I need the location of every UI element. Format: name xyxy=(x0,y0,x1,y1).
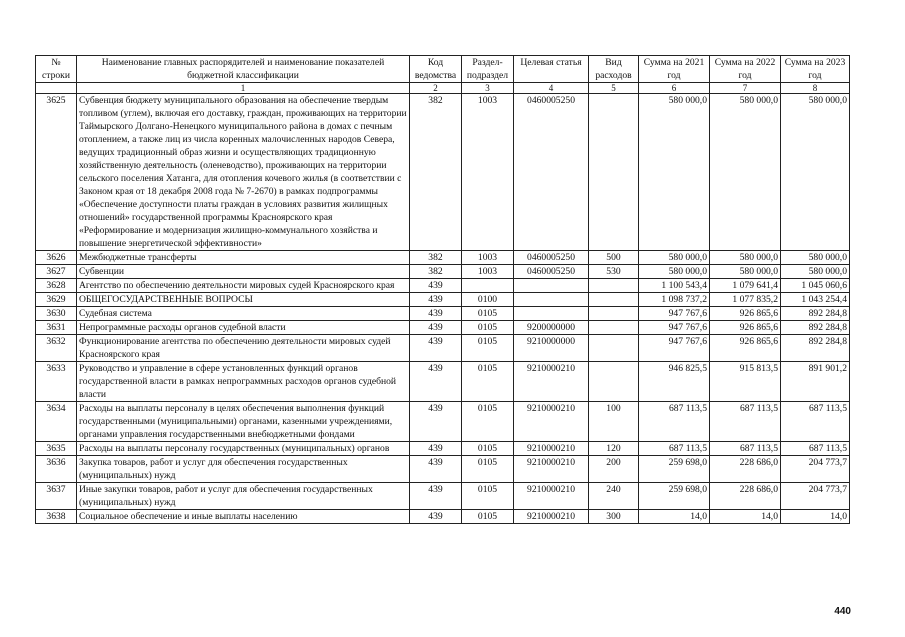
col-number: 1 xyxy=(77,83,410,94)
row-target: 9210000210 xyxy=(514,402,589,442)
header-sum-2021: Сумма на 2021 год xyxy=(639,56,710,83)
row-sum-2021: 947 767,6 xyxy=(639,321,710,335)
row-sum-2023: 204 773,7 xyxy=(781,483,850,510)
row-number: 3638 xyxy=(36,510,77,524)
row-target: 9210000210 xyxy=(514,510,589,524)
table-row xyxy=(36,321,850,335)
header-sum-2023: Сумма на 2023 год xyxy=(781,56,850,83)
row-section: 0105 xyxy=(462,442,514,456)
row-section: 0105 xyxy=(462,321,514,335)
row-name: Судебная система xyxy=(77,307,410,321)
col-number: 2 xyxy=(410,83,462,94)
table-row xyxy=(36,293,850,307)
header-dept-code: Код ведомства xyxy=(410,56,462,83)
row-section xyxy=(462,279,514,293)
row-sum-2022: 1 079 641,4 xyxy=(710,279,781,293)
row-sum-2021: 580 000,0 xyxy=(639,251,710,265)
row-name: Субвенция бюджету муниципального образования на обеспечение твердым топливом (углем), включая его доставку, граждан, проживающих на территории Таймырского Долгано-Ненецкого муниципального района в домах с печным отоплением, а также лиц из числа коренных малочисленных народов Севера, ведущих традиционный образ жизни и осуществляющих традиционную хозяйственную деятельность (оленеводство), проживающих на территории сельского поселения Хатанга, для отопления кочевого жилья (в соответствии с Законом края от 18 декабря 2008 года № 7-2670) в рамках подпрограммы «Обеспечение доступности платы граждан в условиях развития жилищных отношений» государственной программы Красноярского края «Реформирование и модернизация жилищно-коммунального хозяйства и повышение энергетической эффективности» xyxy=(77,94,410,251)
row-sum-2022: 687 113,5 xyxy=(710,442,781,456)
row-sum-2021: 259 698,0 xyxy=(639,456,710,483)
row-dept-code: 439 xyxy=(410,442,462,456)
row-sum-2022: 228 686,0 xyxy=(710,456,781,483)
row-number: 3636 xyxy=(36,456,77,483)
row-target xyxy=(514,279,589,293)
row-sum-2023: 892 284,8 xyxy=(781,307,850,321)
row-name: Функционирование агентства по обеспечению деятельности мировых судей Красноярского края xyxy=(77,335,410,362)
row-sum-2022: 926 865,6 xyxy=(710,321,781,335)
row-exp-type: 500 xyxy=(589,251,639,265)
row-number: 3626 xyxy=(36,251,77,265)
row-number: 3637 xyxy=(36,483,77,510)
row-name: Иные закупки товаров, работ и услуг для обеспечения государственных (муниципальных) нужд xyxy=(77,483,410,510)
row-section: 0105 xyxy=(462,483,514,510)
row-exp-type: 200 xyxy=(589,456,639,483)
col-number: 5 xyxy=(589,83,639,94)
row-number: 3633 xyxy=(36,362,77,402)
row-name: Социальное обеспечение и иные выплаты населению xyxy=(77,510,410,524)
table-row xyxy=(36,265,850,279)
row-number: 3627 xyxy=(36,265,77,279)
row-name: Закупка товаров, работ и услуг для обеспечения государственных (муниципальных) нужд xyxy=(77,456,410,483)
row-section: 0105 xyxy=(462,307,514,321)
row-exp-type: 100 xyxy=(589,402,639,442)
row-sum-2021: 947 767,6 xyxy=(639,335,710,362)
row-sum-2023: 580 000,0 xyxy=(781,251,850,265)
column-number-row xyxy=(36,83,850,94)
row-name: Агентство по обеспечению деятельности мировых судей Красноярского края xyxy=(77,279,410,293)
row-number: 3628 xyxy=(36,279,77,293)
row-target: 9200000000 xyxy=(514,321,589,335)
row-dept-code: 439 xyxy=(410,293,462,307)
row-exp-type xyxy=(589,307,639,321)
col-number: 8 xyxy=(781,83,850,94)
row-number: 3629 xyxy=(36,293,77,307)
table-row xyxy=(36,251,850,265)
table-row xyxy=(36,335,850,362)
row-sum-2023: 687 113,5 xyxy=(781,402,850,442)
row-sum-2021: 1 100 543,4 xyxy=(639,279,710,293)
row-sum-2023: 580 000,0 xyxy=(781,265,850,279)
row-exp-type: 300 xyxy=(589,510,639,524)
row-target: 0460005250 xyxy=(514,94,589,251)
row-dept-code: 382 xyxy=(410,94,462,251)
row-sum-2021: 259 698,0 xyxy=(639,483,710,510)
row-dept-code: 439 xyxy=(410,321,462,335)
row-exp-type xyxy=(589,335,639,362)
row-sum-2022: 915 813,5 xyxy=(710,362,781,402)
row-sum-2021: 947 767,6 xyxy=(639,307,710,321)
row-sum-2021: 580 000,0 xyxy=(639,94,710,251)
row-exp-type: 120 xyxy=(589,442,639,456)
row-section: 0105 xyxy=(462,402,514,442)
row-sum-2023: 892 284,8 xyxy=(781,335,850,362)
table-row xyxy=(36,483,850,510)
col-number: 6 xyxy=(639,83,710,94)
row-sum-2023: 14,0 xyxy=(781,510,850,524)
row-section: 0105 xyxy=(462,456,514,483)
row-sum-2022: 1 077 835,2 xyxy=(710,293,781,307)
col-number xyxy=(36,83,77,94)
col-number: 4 xyxy=(514,83,589,94)
row-target: 9210000210 xyxy=(514,483,589,510)
table-row xyxy=(36,442,850,456)
row-number: 3635 xyxy=(36,442,77,456)
row-name: Межбюджетные трансферты xyxy=(77,251,410,265)
row-name: Расходы на выплаты персоналу государственных (муниципальных) органов xyxy=(77,442,410,456)
col-number: 7 xyxy=(710,83,781,94)
row-number: 3631 xyxy=(36,321,77,335)
row-sum-2021: 687 113,5 xyxy=(639,442,710,456)
row-sum-2022: 14,0 xyxy=(710,510,781,524)
row-exp-type xyxy=(589,321,639,335)
row-target: 0460005250 xyxy=(514,265,589,279)
table-row xyxy=(36,402,850,442)
row-sum-2023: 687 113,5 xyxy=(781,442,850,456)
row-sum-2022: 580 000,0 xyxy=(710,265,781,279)
row-target: 9210000210 xyxy=(514,362,589,402)
row-dept-code: 439 xyxy=(410,335,462,362)
row-name: Непрограммные расходы органов судебной власти xyxy=(77,321,410,335)
row-section: 0105 xyxy=(462,362,514,402)
row-exp-type xyxy=(589,362,639,402)
table-row xyxy=(36,510,850,524)
table-header-row xyxy=(36,56,850,83)
table-row xyxy=(36,456,850,483)
header-row-no: № строки xyxy=(36,56,77,83)
row-sum-2022: 687 113,5 xyxy=(710,402,781,442)
row-target: 9210000210 xyxy=(514,442,589,456)
row-dept-code: 439 xyxy=(410,402,462,442)
row-sum-2022: 580 000,0 xyxy=(710,94,781,251)
table-row xyxy=(36,362,850,402)
header-target: Целевая статья xyxy=(514,56,589,83)
header-name: Наименование главных распорядителей и наименование показателей бюджетной классификации xyxy=(77,56,410,83)
row-sum-2023: 580 000,0 xyxy=(781,94,850,251)
row-dept-code: 439 xyxy=(410,307,462,321)
row-section: 1003 xyxy=(462,94,514,251)
row-target: 0460005250 xyxy=(514,251,589,265)
header-sum-2022: Сумма на 2022 год xyxy=(710,56,781,83)
row-exp-type xyxy=(589,279,639,293)
row-name: ОБЩЕГОСУДАРСТВЕННЫЕ ВОПРОСЫ xyxy=(77,293,410,307)
row-number: 3625 xyxy=(36,94,77,251)
row-sum-2021: 14,0 xyxy=(639,510,710,524)
row-exp-type: 530 xyxy=(589,265,639,279)
row-dept-code: 439 xyxy=(410,456,462,483)
row-sum-2021: 580 000,0 xyxy=(639,265,710,279)
row-dept-code: 382 xyxy=(410,265,462,279)
row-sum-2023: 1 043 254,4 xyxy=(781,293,850,307)
row-name: Субвенции xyxy=(77,265,410,279)
page-number: 440 xyxy=(834,606,851,617)
row-number: 3632 xyxy=(36,335,77,362)
row-dept-code: 439 xyxy=(410,279,462,293)
row-section: 1003 xyxy=(462,251,514,265)
row-name: Руководство и управление в сфере установленных функций органов государственной власти в рамках непрограммных расходов органов судебной власти xyxy=(77,362,410,402)
row-section: 1003 xyxy=(462,265,514,279)
col-number: 3 xyxy=(462,83,514,94)
table-row xyxy=(36,279,850,293)
row-target: 9210000210 xyxy=(514,456,589,483)
row-sum-2023: 204 773,7 xyxy=(781,456,850,483)
row-target: 9210000000 xyxy=(514,335,589,362)
row-section: 0105 xyxy=(462,335,514,362)
row-sum-2021: 687 113,5 xyxy=(639,402,710,442)
row-dept-code: 382 xyxy=(410,251,462,265)
row-sum-2022: 926 865,6 xyxy=(710,307,781,321)
table-row xyxy=(36,307,850,321)
row-exp-type: 240 xyxy=(589,483,639,510)
row-exp-type xyxy=(589,94,639,251)
row-section: 0105 xyxy=(462,510,514,524)
row-exp-type xyxy=(589,293,639,307)
row-sum-2022: 228 686,0 xyxy=(710,483,781,510)
row-number: 3634 xyxy=(36,402,77,442)
row-dept-code: 439 xyxy=(410,362,462,402)
row-name: Расходы на выплаты персоналу в целях обеспечения выполнения функций государственными (муниципальными) органами, казенными учреждениями, органами управления государственными внебюджетными фондами xyxy=(77,402,410,442)
table-row xyxy=(36,94,850,251)
row-number: 3630 xyxy=(36,307,77,321)
row-dept-code: 439 xyxy=(410,510,462,524)
header-exp-type: Вид расходов xyxy=(589,56,639,83)
row-target xyxy=(514,307,589,321)
row-sum-2021: 946 825,5 xyxy=(639,362,710,402)
row-sum-2022: 926 865,6 xyxy=(710,335,781,362)
row-sum-2023: 892 284,8 xyxy=(781,321,850,335)
row-section: 0100 xyxy=(462,293,514,307)
row-dept-code: 439 xyxy=(410,483,462,510)
budget-table xyxy=(35,55,850,524)
row-sum-2022: 580 000,0 xyxy=(710,251,781,265)
row-sum-2023: 891 901,2 xyxy=(781,362,850,402)
header-section: Раздел-подраздел xyxy=(462,56,514,83)
row-sum-2021: 1 098 737,2 xyxy=(639,293,710,307)
row-sum-2023: 1 045 060,6 xyxy=(781,279,850,293)
row-target xyxy=(514,293,589,307)
